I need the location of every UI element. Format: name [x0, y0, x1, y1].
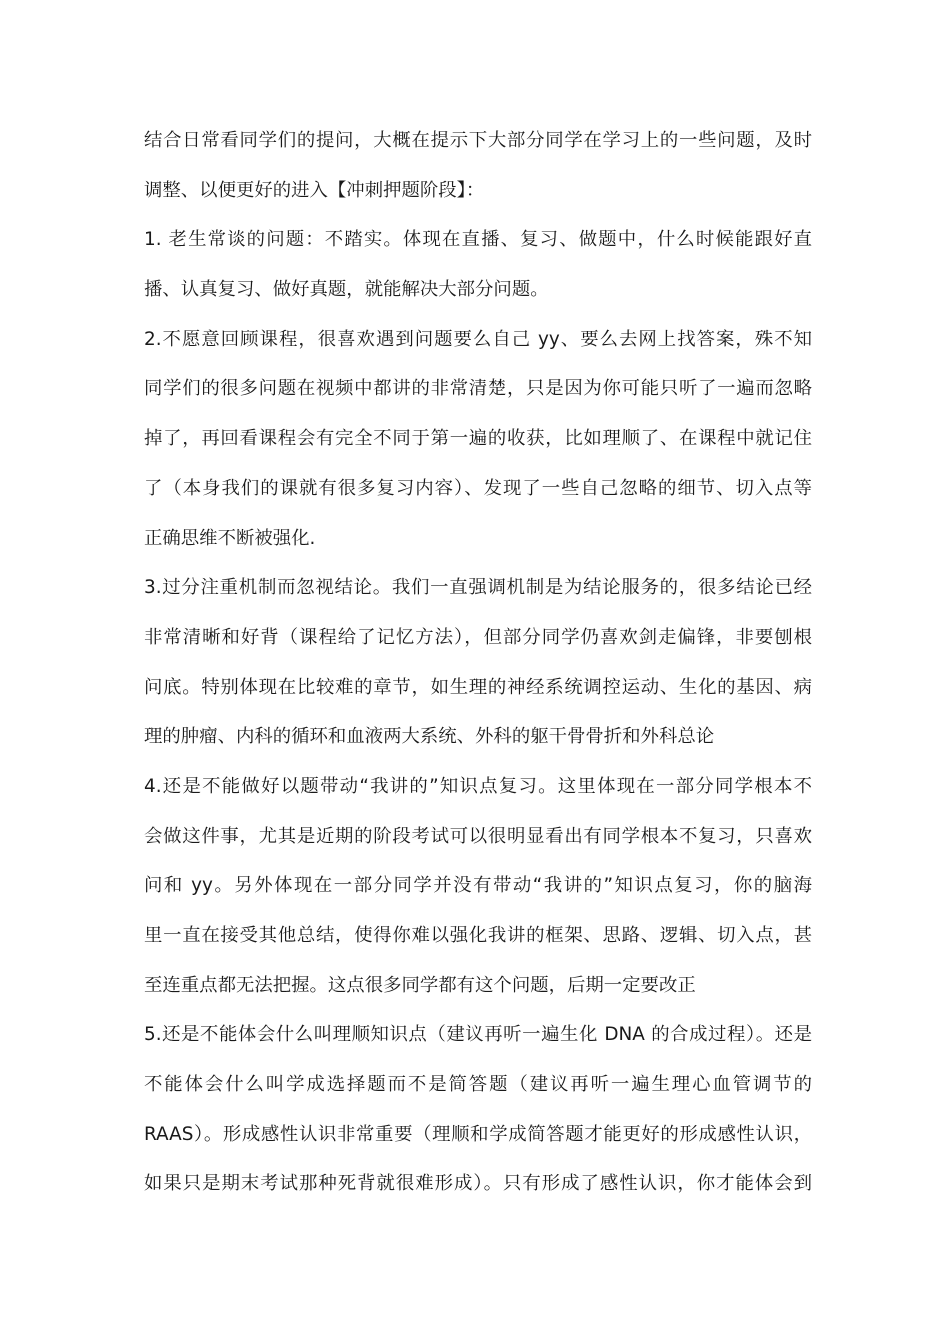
paragraph-intro — [144, 116, 812, 215]
text-line: 非常清晰和好背（课程给了记忆方法），但部分同学仍喜欢剑走偏锋，非要刨根 — [144, 626, 812, 648]
document-body — [144, 116, 812, 1209]
text-line: 不能体会什么叫学成选择题而不是简答题（建议再听一遍生理心血管调节的 — [144, 1074, 812, 1096]
text-line: 会做这件事，尤其是近期的阶段考试可以很明显看出有同学根本不复习，只喜欢 — [144, 825, 812, 847]
text-line: 问和 yy。另外体现在一部分同学并没有带动“我讲的”知识点复习，你的脑海 — [144, 875, 812, 897]
text-line: 5.还是不能体会什么叫理顺知识点（建议再听一遍生化 DNA 的合成过程）。还是 — [144, 1024, 812, 1046]
text-line: 4.还是不能做好以题带动“我讲的”知识点复习。这里体现在一部分同学根本不 — [144, 775, 812, 797]
text-line: 播、认真复习、做好真题，就能解决大部分问题。 — [144, 279, 549, 301]
text-line: RAAS）。形成感性认识非常重要（理顺和学成简答题才能更好的形成感性认识， — [144, 1123, 812, 1145]
text-line: 3.过分注重机制而忽视结论。我们一直强调机制是为结论服务的，很多结论已经 — [144, 577, 812, 599]
paragraph-point-3 — [144, 563, 812, 762]
text-line: 至连重点都无法把握。这点很多同学都有这个问题，后期一定要改正 — [144, 974, 696, 996]
text-line: 结合日常看同学们的提问，大概在提示下大部分同学在学习上的一些问题，及时 — [144, 130, 812, 151]
paragraph-point-2 — [144, 315, 812, 563]
text-line: 正确思维不断被强化. — [144, 527, 316, 549]
text-line: 掉了，再回看课程会有完全不同于第一遍的收获，比如理顺了、在课程中就记住 — [144, 428, 812, 450]
text-line: 1. 老生常谈的问题：不踏实。体现在直播、复习、做题中，什么时候能跟好直 — [144, 229, 812, 251]
text-line: 调整、以便更好的进入【冲刺押题阶段】： — [144, 179, 485, 201]
text-line: 了（本身我们的课就有很多复习内容）、发现了一些自己忽略的细节、切入点等 — [144, 477, 812, 499]
paragraph-point-1 — [144, 215, 812, 314]
paragraph-point-5 — [144, 1010, 812, 1209]
text-line: 同学们的很多问题在视频中都讲的非常清楚，只是因为你可能只听了一遍而忽略 — [144, 378, 812, 400]
text-line: 里一直在接受其他总结，使得你难以强化我讲的框架、思路、逻辑、切入点，甚 — [144, 925, 812, 946]
text-line: 理的肿瘤、内科的循环和血液两大系统、外科的躯干骨骨折和外科总论 — [144, 726, 715, 748]
text-line: 2.不愿意回顾课程，很喜欢遇到问题要么自己 yy、要么去网上找答案，殊不知 — [144, 328, 812, 350]
paragraph-point-4 — [144, 762, 812, 1010]
text-line: 问底。特别体现在比较难的章节，如生理的神经系统调控运动、生化的基因、病 — [144, 676, 812, 698]
text-line: 如果只是期末考试那种死背就很难形成）。只有形成了感性认识，你才能体会到 — [144, 1173, 812, 1195]
